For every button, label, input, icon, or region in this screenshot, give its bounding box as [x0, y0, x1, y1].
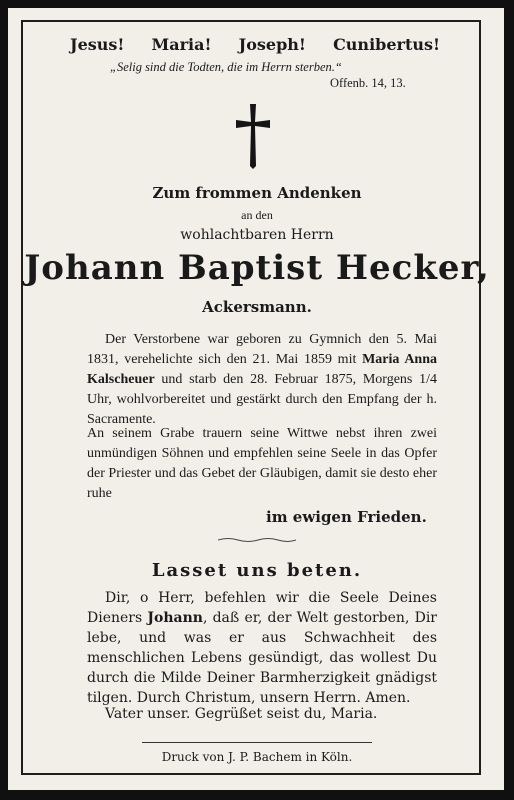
closing-prayers: Vater unser. Gegrüßet seist du, Maria. — [105, 706, 378, 722]
ornament-divider — [218, 537, 296, 543]
prayer-text-2: , daß er, der Welt gestorben, Dir lebe, und was er aus Schwachheit des menschlichen Lebens gesündigt, das wollest Du durch die Milde Deiner Barmherzigkeit gnädigst tilgen. Durch Christum, unsern Herrn. Amen. — [87, 610, 437, 706]
servant-name: Johann — [147, 610, 203, 626]
invocation-joseph: Joseph! — [238, 35, 306, 54]
invocation-cunibertus: Cunibertus! — [333, 35, 440, 54]
bio-text-2: und starb den 28. Februar 1875, Morgens 1/4 Uhr, wohlvorbereitet und gestärkt durch den Empfang der h. Sacramente. — [87, 372, 437, 427]
honorific: wohlachtbaren Herrn — [180, 227, 334, 243]
footer-rule — [142, 742, 372, 743]
spouse-name: Maria Anna Kalscheuer — [87, 352, 437, 387]
biography-paragraph — [87, 330, 437, 430]
occupation: Ackersmann. — [202, 298, 312, 316]
closing-phrase: im ewigen Frieden. — [266, 508, 427, 526]
prayer-paragraph — [87, 588, 437, 708]
mourning-paragraph: An seinem Grabe trauern seine Wittwe nebst ihren zwei unmündigen Söhnen und empfehlen seine Seele in das Opfer der Priester und das Gebet der Gläubigen, damit sie desto eher ruhe — [87, 426, 437, 501]
deceased-name: Johann Baptist Hecker, — [24, 248, 490, 288]
prayer-text-1: Dir, o Herr, befehlen wir die Seele Deines Dieners — [87, 590, 437, 626]
verse-reference: Offenb. 14, 13. — [330, 76, 406, 90]
cross-icon — [233, 102, 273, 170]
printer-credit: Druck von J. P. Bachem in Köln. — [161, 750, 353, 764]
memorial-to: an den — [241, 208, 273, 222]
memorial-title: Zum frommen Andenken — [152, 184, 362, 202]
bible-verse: „Selig sind die Todten, die im Herrn sterben.“ — [110, 60, 342, 74]
prayer-title: Lasset uns beten. — [151, 560, 363, 581]
bio-text-1: Der Verstorbene war geboren zu Gymnich den 5. Mai 1831, verehelichte sich den 21. Mai 1859 mit — [87, 332, 437, 367]
invocation-jesus: Jesus! — [70, 35, 125, 54]
invocation-maria: Maria! — [151, 35, 212, 54]
invocation-line — [70, 35, 440, 54]
